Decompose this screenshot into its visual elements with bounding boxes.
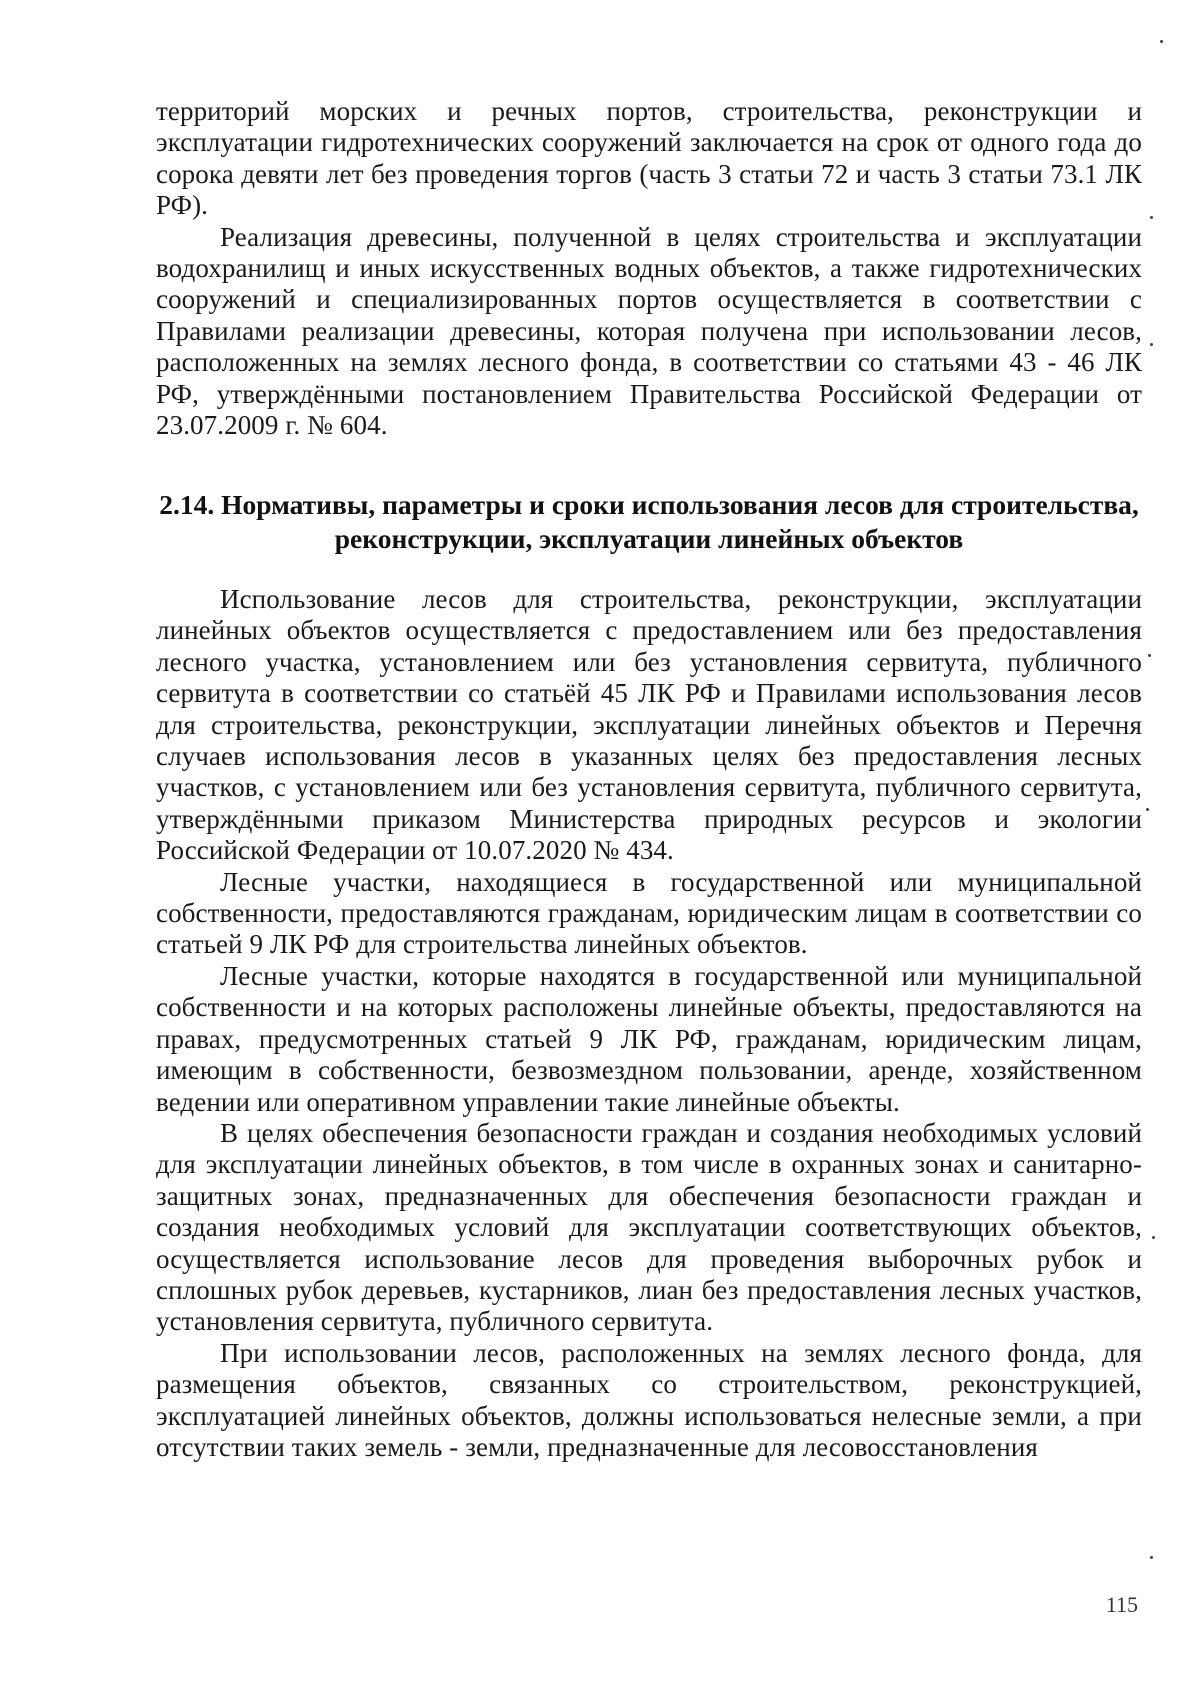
paragraph-forest-use: Использование лесов для строительства, реконструкции, эксплуатации линейных объектов осуществляется с предоставлением или без предоставления лесного участка, установлением или без установления сервитута, публичного сервитута в соответствии со статьёй 45 ЛК РФ и Правилами использования лесов для строительства, реконструкции, эксплуатации линейных объектов и Перечня случаев использования лесов в указанных целях без предоставления лесных участков, с установлением или без установления сервитута, публичного сервитута, утверждёнными приказом Министерства природных ресурсов и экологии Российской Федерации от 10.07.2020 № 434.: [156, 584, 1142, 866]
scan-speck: [1152, 1236, 1155, 1239]
section-text: [156, 584, 1142, 1463]
paragraph-timber-sale: Реализация древесины, полученной в целях строительства и эксплуатации водохранилищ и иных искусственных водных объектов, а также гидротехнических сооружений и специализированных портов осуществляется в соответствии с Правилами реализации древесины, которая получена при использовании лесов, расположенных на землях лесного фонда, в соответствии со статьями 43 - 46 ЛК РФ, утверждёнными постановлением Правительства Российской Федерации от 23.07.2009 г. № 604.: [156, 221, 1142, 441]
paragraph-forest-plots: Лесные участки, находящиеся в государственной или муниципальной собственности, предоставляются гражданам, юридическим лицам в соответствии со статьей 9 ЛК РФ для строительства линейных объектов.: [156, 866, 1142, 960]
scan-speck: [1160, 40, 1163, 43]
section-heading: 2.14. Нормативы, параметры и сроки использования лесов для строительства, реконструкции, эксплуатации линейных объектов: [159, 489, 1139, 554]
scan-speck: [1150, 216, 1153, 219]
scan-speck: [1146, 808, 1149, 811]
scan-speck: [1150, 1556, 1153, 1559]
paragraph-safety: В целях обеспечения безопасности граждан и создания необходимых условий для эксплуатации линейных объектов, в том числе в охранных зонах и санитарно-защитных зонах, предназначенных для обеспечения безопасности граждан и создания необходимых условий для эксплуатации соответствующих объектов, осуществляется использование лесов для проведения выборочных рубок и сплошных рубок деревьев, кустарников, лиан без предоставления лесных участков, установления сервитута, публичного сервитута.: [156, 1117, 1142, 1337]
paragraph-non-forest-lands: При использовании лесов, расположенных на землях лесного фонда, для размещения объектов, связанных со строительством, реконструкцией, эксплуатацией линейных объектов, должны использоваться нелесные земли, а при отсутствии таких земель - земли, предназначенные для лесовосстановления: [156, 1337, 1142, 1462]
paragraph-linear-objects: Лесные участки, которые находятся в государственной или муниципальной собственности и на которых расположены линейные объекты, предоставляются на правах, предусмотренных статьей 9 ЛК РФ, гражданам, юридическим лицам, имеющим в собственности, безвозмездном пользовании, аренде, хозяйственном ведении или оперативном управлении такие линейные объекты.: [156, 960, 1142, 1117]
scan-speck: [1148, 654, 1151, 657]
intro-text: [156, 96, 1142, 441]
page-number: 115: [1105, 1592, 1138, 1617]
scan-speck: [1150, 343, 1153, 346]
paragraph-continuation: территорий морских и речных портов, строительства, реконструкции и эксплуатации гидротехнических сооружений заключается на срок от одного года до сорока девяти лет без проведения торгов (часть 3 статьи 72 и часть 3 статьи 73.1 ЛК РФ).: [156, 96, 1142, 221]
